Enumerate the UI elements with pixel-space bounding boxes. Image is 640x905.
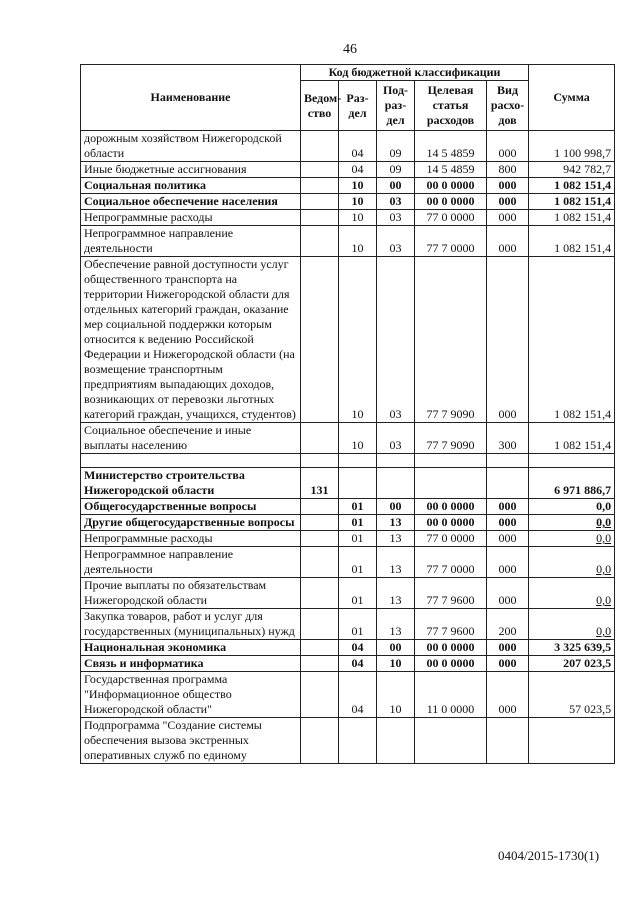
cell-celevaya: 00 0 0000 — [415, 640, 487, 656]
cell-ved: 131 — [301, 468, 339, 499]
cell-razdel: 01 — [339, 609, 377, 640]
cell-ved — [301, 194, 339, 210]
cell-sum: 57 023,5 — [529, 672, 615, 718]
cell-sum: 1 082 151,4 — [529, 226, 615, 257]
cell-name: Непрограммное направление деятельности — [81, 547, 301, 578]
cell-razdel: 10 — [339, 178, 377, 194]
header-podrazdel: Под-раз-дел — [377, 81, 415, 131]
cell-ved — [301, 672, 339, 718]
cell-podrazdel: 13 — [377, 578, 415, 609]
cell-name: Подпрограмма "Создание системы обеспечения вызова экстренных оперативных служб по единому — [81, 718, 301, 764]
cell-vid — [487, 468, 529, 499]
cell-sum: 6 971 886,7 — [529, 468, 615, 499]
cell-sum: 1 082 151,4 — [529, 257, 615, 423]
cell-sum: 0,0 — [529, 531, 615, 547]
table-row — [81, 194, 615, 210]
cell-vid — [487, 454, 529, 468]
cell-name: Прочие выплаты по обязательствам Нижегородской области — [81, 578, 301, 609]
cell-celevaya: 11 0 0000 — [415, 672, 487, 718]
cell-razdel: 10 — [339, 210, 377, 226]
cell-podrazdel: 09 — [377, 131, 415, 162]
cell-vid: 000 — [487, 210, 529, 226]
cell-ved — [301, 609, 339, 640]
cell-ved — [301, 515, 339, 531]
cell-celevaya: 77 7 9090 — [415, 423, 487, 454]
cell-vid: 000 — [487, 515, 529, 531]
cell-razdel: 10 — [339, 226, 377, 257]
cell-podrazdel: 13 — [377, 515, 415, 531]
cell-celevaya — [415, 454, 487, 468]
cell-name: Социальная политика — [81, 178, 301, 194]
cell-celevaya: 77 7 0000 — [415, 226, 487, 257]
cell-vid: 000 — [487, 547, 529, 578]
cell-ved — [301, 718, 339, 764]
cell-razdel — [339, 718, 377, 764]
cell-vid — [487, 718, 529, 764]
cell-podrazdel: 09 — [377, 162, 415, 178]
cell-sum: 0,0 — [529, 499, 615, 515]
cell-podrazdel: 00 — [377, 499, 415, 515]
table-row — [81, 656, 615, 672]
table-row — [81, 423, 615, 454]
cell-vid: 000 — [487, 531, 529, 547]
cell-razdel: 04 — [339, 640, 377, 656]
cell-podrazdel — [377, 454, 415, 468]
cell-celevaya: 00 0 0000 — [415, 515, 487, 531]
table-row — [81, 131, 615, 162]
cell-celevaya: 77 0 0000 — [415, 210, 487, 226]
cell-name: Национальная экономика — [81, 640, 301, 656]
cell-razdel: 04 — [339, 656, 377, 672]
cell-name: Непрограммные расходы — [81, 531, 301, 547]
table-row — [81, 257, 615, 423]
cell-name: Связь и информатика — [81, 656, 301, 672]
cell-podrazdel: 03 — [377, 226, 415, 257]
cell-razdel: 04 — [339, 672, 377, 718]
cell-razdel: 01 — [339, 547, 377, 578]
cell-sum: 3 325 639,5 — [529, 640, 615, 656]
table-row — [81, 468, 615, 499]
cell-ved — [301, 257, 339, 423]
cell-name: Непрограммное направление деятельности — [81, 226, 301, 257]
header-razdel: Раз-дел — [339, 81, 377, 131]
table-row — [81, 515, 615, 531]
header-sum: Сумма — [529, 65, 615, 131]
cell-vid: 000 — [487, 672, 529, 718]
table-row — [81, 672, 615, 718]
cell-celevaya: 00 0 0000 — [415, 194, 487, 210]
cell-sum: 0,0 — [529, 515, 615, 531]
cell-vid: 000 — [487, 499, 529, 515]
table-body — [81, 131, 615, 764]
cell-name: Социальное обеспечение и иные выплаты населению — [81, 423, 301, 454]
header-vid: Вид расхо-дов — [487, 81, 529, 131]
cell-name: дорожным хозяйством Нижегородской области — [81, 131, 301, 162]
cell-podrazdel: 13 — [377, 531, 415, 547]
cell-vid: 000 — [487, 131, 529, 162]
cell-ved — [301, 131, 339, 162]
cell-razdel: 01 — [339, 578, 377, 609]
cell-razdel: 01 — [339, 531, 377, 547]
cell-ved — [301, 578, 339, 609]
cell-razdel: 10 — [339, 194, 377, 210]
cell-name: Иные бюджетные ассигнования — [81, 162, 301, 178]
cell-ved — [301, 640, 339, 656]
cell-vid: 300 — [487, 423, 529, 454]
cell-vid: 000 — [487, 656, 529, 672]
cell-razdel: 01 — [339, 515, 377, 531]
table-row — [81, 547, 615, 578]
cell-vid: 000 — [487, 194, 529, 210]
cell-ved — [301, 226, 339, 257]
table-row — [81, 609, 615, 640]
document-code: 0404/2015-1730(1) — [498, 848, 600, 863]
cell-vid: 000 — [487, 640, 529, 656]
cell-podrazdel: 03 — [377, 194, 415, 210]
header-name: Наименование — [81, 65, 301, 131]
table-row — [81, 578, 615, 609]
cell-podrazdel: 10 — [377, 656, 415, 672]
cell-podrazdel: 00 — [377, 178, 415, 194]
cell-podrazdel: 03 — [377, 257, 415, 423]
table-row — [81, 531, 615, 547]
cell-celevaya: 77 0 0000 — [415, 531, 487, 547]
cell-ved — [301, 178, 339, 194]
cell-sum: 1 082 151,4 — [529, 423, 615, 454]
cell-celevaya: 14 5 4859 — [415, 162, 487, 178]
cell-razdel: 10 — [339, 423, 377, 454]
cell-ved — [301, 656, 339, 672]
cell-name: Непрограммные расходы — [81, 210, 301, 226]
budget-table — [80, 64, 615, 764]
cell-vid: 000 — [487, 226, 529, 257]
cell-ved — [301, 531, 339, 547]
cell-name: Общегосударственные вопросы — [81, 499, 301, 515]
cell-podrazdel — [377, 718, 415, 764]
cell-ved — [301, 499, 339, 515]
table-row — [81, 178, 615, 194]
cell-podrazdel: 13 — [377, 547, 415, 578]
cell-name: Министерство строительства Нижегородской области — [81, 468, 301, 499]
cell-ved — [301, 210, 339, 226]
cell-sum — [529, 454, 615, 468]
cell-sum: 1 100 998,7 — [529, 131, 615, 162]
cell-celevaya: 77 7 9600 — [415, 578, 487, 609]
cell-razdel: 10 — [339, 257, 377, 423]
cell-sum: 1 082 151,4 — [529, 210, 615, 226]
cell-razdel: 04 — [339, 162, 377, 178]
cell-name: Обеспечение равной доступности услуг общественного транспорта на территории Нижегородской области для отдельных категорий граждан, оказание мер социальной поддержки которым относится к ведению Российской Федерации и Нижегородской области (на возмещение транспортным предприятиям выпадающих доходов, возникающих от перевозки льготных категорий граждан, учащихся, студентов) — [81, 257, 301, 423]
cell-name — [81, 454, 301, 468]
page-number: 46 — [343, 42, 357, 57]
cell-sum: 0,0 — [529, 609, 615, 640]
cell-name: Государственная программа "Информационное общество Нижегородской области" — [81, 672, 301, 718]
cell-ved — [301, 454, 339, 468]
cell-razdel — [339, 454, 377, 468]
cell-name: Другие общегосударственные вопросы — [81, 515, 301, 531]
cell-celevaya — [415, 718, 487, 764]
cell-sum: 0,0 — [529, 578, 615, 609]
cell-celevaya: 00 0 0000 — [415, 499, 487, 515]
table-row — [81, 226, 615, 257]
header-ved: Ведом-ство — [301, 81, 339, 131]
cell-ved — [301, 162, 339, 178]
cell-razdel — [339, 468, 377, 499]
cell-sum: 1 082 151,4 — [529, 194, 615, 210]
table-row — [81, 210, 615, 226]
header-celevaya: Целевая статья расходов — [415, 81, 487, 131]
header-code-group: Код бюджетной классификации — [301, 65, 529, 81]
cell-name: Социальное обеспечение населения — [81, 194, 301, 210]
cell-vid: 000 — [487, 578, 529, 609]
cell-celevaya — [415, 468, 487, 499]
cell-celevaya: 77 7 9600 — [415, 609, 487, 640]
table-header — [81, 65, 615, 131]
cell-sum — [529, 718, 615, 764]
table-row — [81, 162, 615, 178]
cell-sum: 0,0 — [529, 547, 615, 578]
cell-celevaya: 77 7 0000 — [415, 547, 487, 578]
cell-podrazdel: 13 — [377, 609, 415, 640]
cell-sum: 942 782,7 — [529, 162, 615, 178]
cell-podrazdel: 10 — [377, 672, 415, 718]
cell-celevaya: 77 7 9090 — [415, 257, 487, 423]
cell-podrazdel: 03 — [377, 423, 415, 454]
table-row — [81, 718, 615, 764]
cell-sum: 1 082 151,4 — [529, 178, 615, 194]
cell-podrazdel: 00 — [377, 640, 415, 656]
cell-sum: 207 023,5 — [529, 656, 615, 672]
cell-podrazdel — [377, 468, 415, 499]
cell-vid: 000 — [487, 257, 529, 423]
cell-vid: 200 — [487, 609, 529, 640]
cell-vid: 800 — [487, 162, 529, 178]
cell-vid: 000 — [487, 178, 529, 194]
cell-podrazdel: 03 — [377, 210, 415, 226]
table-row — [81, 454, 615, 468]
cell-razdel: 01 — [339, 499, 377, 515]
table-row — [81, 640, 615, 656]
cell-name: Закупка товаров, работ и услуг для государственных (муниципальных) нужд — [81, 609, 301, 640]
cell-ved — [301, 423, 339, 454]
cell-ved — [301, 547, 339, 578]
cell-celevaya: 00 0 0000 — [415, 178, 487, 194]
table-row — [81, 499, 615, 515]
cell-celevaya: 14 5 4859 — [415, 131, 487, 162]
cell-celevaya: 00 0 0000 — [415, 656, 487, 672]
cell-razdel: 04 — [339, 131, 377, 162]
